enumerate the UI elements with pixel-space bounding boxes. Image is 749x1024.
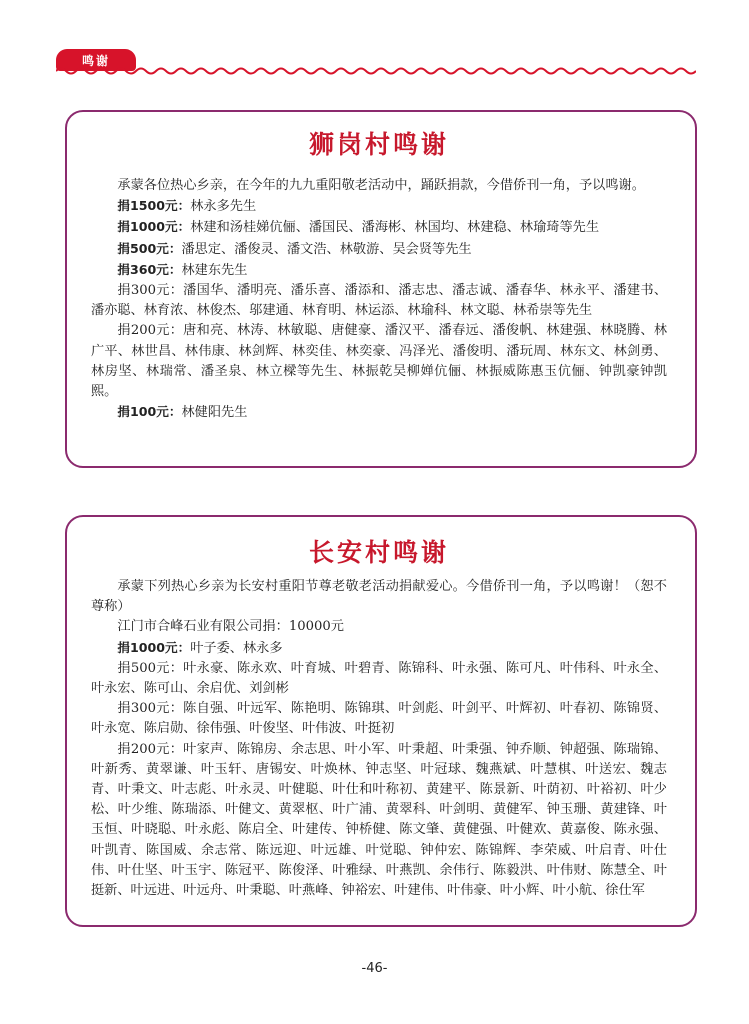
header-tab-label: 鸣谢 <box>81 53 110 68</box>
donor-names: 潘思定、潘俊灵、潘文浩、林敬游、吴会贤等先生 <box>181 241 472 257</box>
donor-names: 陈自强、叶远军、陈艳明、陈锦琪、叶剑彪、叶剑平、叶辉初、叶春初、陈锦贤、叶永宽、陈启勋、徐伟强、叶俊坚、叶伟波、叶挺初 <box>91 701 668 737</box>
donation-amount: 捐200元： <box>117 323 184 339</box>
page-number: -46- <box>361 961 388 976</box>
section-title: 狮岗村鸣谢 <box>308 130 449 159</box>
donor-names: 潘国华、潘明亮、潘乐喜、潘添和、潘志忠、潘志诚、潘春华、林永平、潘建书、潘亦聪、林育浓、林俊杰、邬建通、林育明、林运添、林瑜科、林文聪、林希崇等先生 <box>91 283 668 319</box>
donation-entry <box>91 699 667 739</box>
section-intro: 承蒙下列热心乡亲为长安村重阳节尊老敬老活动捐献爱心。今借侨刊一角，予以鸣谢！（恕不尊称） <box>91 579 667 615</box>
donor-names: 叶家声、陈锦房、余志思、叶小军、叶秉超、叶秉强、钟乔顺、钟超强、陈瑞锦、叶新秀、黄翠谦、叶玉轩、唐锡安、叶焕林、钟志坚、叶冠球、魏燕斌、叶慧棋、叶送宏、魏志青、叶秉文、叶志彪、叶永灵、叶健聪、叶仕和叶称初、黄建平、陈景新、叶荫初、叶裕初、叶少松、叶少维、陈瑞添、叶健文、黄翠枢、叶广浦、黄翠科、叶剑明、黄健军、钟玉珊、黄建锋、叶玉恒、叶晓聪、叶永彪、陈启全、叶建传、钟桥健、陈文肇、黄健强、叶健欢、黄嘉俊、陈永强、叶凯青、陈国威、余志常、陈远迎、叶远雄、叶觉聪、钟仲宏、陈锦辉、李荣威、叶启青、叶仕伟、叶仕坚、叶玉宇、陈冠平、陈俊泽、叶雅绿、叶燕凯、余伟行、陈毅洪、叶伟财、陈慧全、叶挺新、叶远进、叶远舟、叶秉聪、叶燕峰、钟裕宏、叶建伟、叶伟豪、叶小辉、叶小航、徐仕军 <box>91 741 668 899</box>
header-wave-divider <box>56 64 696 78</box>
donor-names: 叶子委、林永多 <box>190 640 283 656</box>
company-donation: 江门市合峰石业有限公司捐：10000元 <box>117 619 344 635</box>
donor-names: 唐和亮、林涛、林敏聪、唐健豪、潘汉平、潘春远、潘俊帆、林建强、林晓腾、林广平、林世昌、林伟康、林剑辉、林奕佳、林奕豪、冯泽光、潘俊明、潘玩周、林东文、林剑勇、林房坚、林瑞常、潘圣泉、林立樑等先生、林振乾吴柳婵伉俪、林振威陈惠玉伉俪、钟凯豪钟凯熙。 <box>91 323 668 400</box>
donation-entry <box>91 659 667 699</box>
donation-entry <box>91 402 667 423</box>
donation-amount: 捐1000元： <box>117 639 191 655</box>
donation-entry <box>91 196 667 217</box>
donation-entry <box>91 740 667 902</box>
donation-amount: 捐1500元： <box>117 198 191 214</box>
donation-amount: 捐360元： <box>117 261 182 277</box>
donation-entry <box>91 239 667 260</box>
donation-entry <box>91 321 667 402</box>
donation-amount: 捐500元： <box>117 660 184 676</box>
donation-amount: 捐500元： <box>117 240 182 256</box>
donor-names: 林建和汤桂娣伉俪、潘国民、潘海彬、林国均、林建稳、林瑜琦等先生 <box>190 220 600 236</box>
donation-entry <box>91 638 667 659</box>
section-changan <box>65 515 697 927</box>
donor-names: 林健阳先生 <box>181 405 248 421</box>
section-intro: 承蒙各位热心乡亲，在今年的九九重阳敬老活动中，踊跃捐款，今借侨刊一角，予以鸣谢。 <box>117 178 645 193</box>
section-shigang <box>65 110 697 468</box>
donation-amount: 捐300元： <box>117 701 184 717</box>
section-title: 长安村鸣谢 <box>308 538 449 567</box>
donation-entry <box>91 217 667 238</box>
donation-entry <box>91 281 667 321</box>
donation-amount: 捐200元： <box>117 741 184 757</box>
donation-entry <box>91 260 667 281</box>
donor-names: 林永多先生 <box>190 199 257 215</box>
donation-amount: 捐1000元： <box>117 219 191 235</box>
donation-amount: 捐100元： <box>117 404 182 420</box>
donation-amount: 捐300元： <box>117 283 184 299</box>
donor-names: 叶永豪、陈永欢、叶育城、叶碧青、陈锦科、叶永强、陈可凡、叶伟科、叶永全、叶永宏、陈可山、余启优、刘剑彬 <box>91 660 668 697</box>
donor-names: 林建东先生 <box>181 262 248 278</box>
